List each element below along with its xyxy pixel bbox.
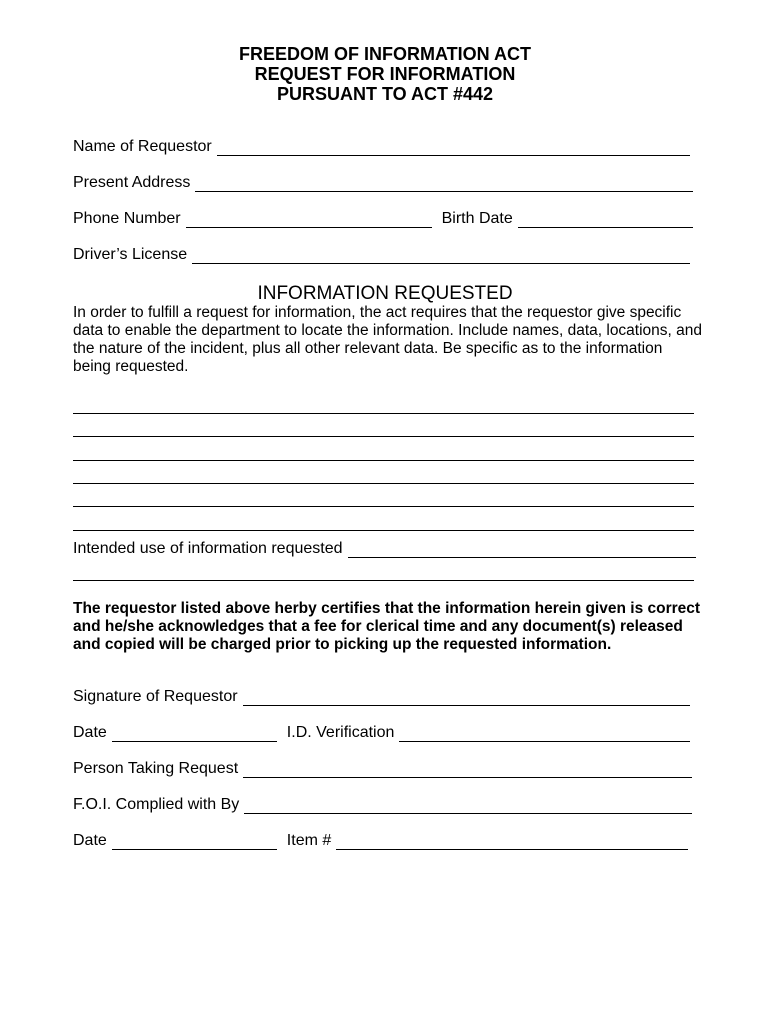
present-address-label: Present Address bbox=[73, 174, 191, 191]
name-of-requestor-row bbox=[73, 138, 690, 156]
phone-number-label: Phone Number bbox=[73, 210, 181, 227]
person-taking-request-label: Person Taking Request bbox=[73, 760, 239, 777]
present-address-field[interactable] bbox=[195, 177, 693, 192]
date-label-1: Date bbox=[73, 724, 107, 741]
name-of-requestor-label: Name of Requestor bbox=[73, 138, 212, 155]
title-line-3: PURSUANT TO ACT #442 bbox=[276, 84, 494, 104]
intended-use-label: Intended use of information requested bbox=[73, 540, 343, 557]
form-title bbox=[0, 44, 770, 104]
drivers-license-label: Driver’s License bbox=[73, 246, 188, 263]
intended-use-row bbox=[73, 540, 696, 558]
information-requested-instructions: In order to fulfill a request for information, the act requires that the requestor give specific data to enable the department to locate the information. Include names, data, locations, and the nature of the incident, plus all other relevant data. Be specific as to the information being requested. bbox=[73, 304, 703, 375]
foi-complied-with-by-label: F.O.I. Complied with By bbox=[73, 796, 240, 813]
information-line-4[interactable] bbox=[73, 483, 694, 484]
signature-of-requestor-field[interactable] bbox=[243, 691, 690, 706]
signature-of-requestor-label: Signature of Requestor bbox=[73, 688, 238, 705]
information-requested-heading: INFORMATION REQUESTED bbox=[257, 283, 513, 304]
information-line-5[interactable] bbox=[73, 506, 694, 507]
information-line-2[interactable] bbox=[73, 436, 694, 437]
date-field-2[interactable] bbox=[112, 835, 277, 850]
phone-birth-row bbox=[73, 210, 693, 228]
id-verification-label: I.D. Verification bbox=[286, 724, 395, 741]
birth-date-field[interactable] bbox=[518, 213, 693, 228]
name-of-requestor-field[interactable] bbox=[217, 141, 690, 156]
person-taking-request-row bbox=[73, 760, 692, 778]
date-label-2: Date bbox=[73, 832, 107, 849]
person-taking-request-field[interactable] bbox=[243, 763, 692, 778]
present-address-row bbox=[73, 174, 693, 192]
item-number-label: Item # bbox=[286, 832, 332, 849]
information-line-1[interactable] bbox=[73, 413, 694, 414]
foi-complied-with-by-field[interactable] bbox=[244, 799, 692, 814]
birth-date-label: Birth Date bbox=[441, 210, 513, 227]
intended-use-field[interactable] bbox=[348, 543, 696, 558]
drivers-license-row bbox=[73, 246, 690, 264]
date-id-row bbox=[73, 724, 690, 742]
foi-complied-row bbox=[73, 796, 692, 814]
id-verification-field[interactable] bbox=[399, 727, 690, 742]
intended-use-line-2[interactable] bbox=[73, 580, 694, 581]
title-line-1: FREEDOM OF INFORMATION ACT bbox=[239, 44, 531, 64]
certification-statement: The requestor listed above herby certifies that the information herein given is correct and he/she acknowledges that a fee for clerical time and any document(s) released and copied will be charged prior to picking up the requested information. bbox=[73, 600, 701, 653]
information-line-3[interactable] bbox=[73, 460, 694, 461]
date-field-1[interactable] bbox=[112, 727, 277, 742]
drivers-license-field[interactable] bbox=[192, 249, 690, 264]
date-item-row bbox=[73, 832, 688, 850]
information-line-6[interactable] bbox=[73, 530, 694, 531]
signature-row bbox=[73, 688, 690, 706]
phone-number-field[interactable] bbox=[186, 213, 432, 228]
item-number-field[interactable] bbox=[336, 835, 688, 850]
title-line-2: REQUEST FOR INFORMATION bbox=[254, 64, 516, 84]
